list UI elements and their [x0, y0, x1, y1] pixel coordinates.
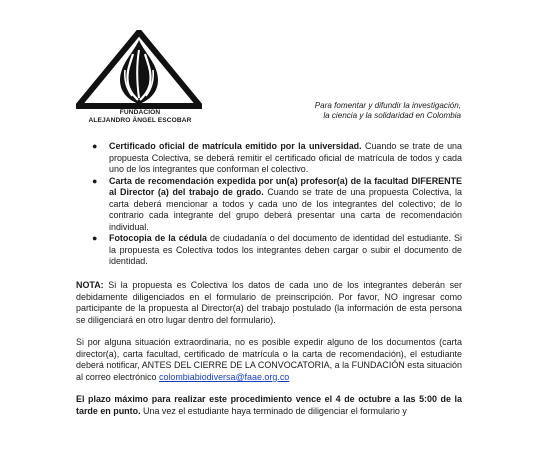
bullet-icon: ● — [92, 233, 98, 244]
requirement-item — [76, 141, 462, 176]
organization-name — [64, 109, 216, 124]
note-label: NOTA: — [76, 280, 104, 291]
situation-paragraph — [76, 337, 462, 383]
organization-motto — [261, 101, 461, 121]
situation-text: Si por alguna situación extraordinaria, no es posible expedir alguno de los documentos (carta director(a), carta facultad, certificado de matrícula o la carta de recomendación), el estudiante deberá notificar, ANTES DEL CIERRE DE LA CONVOCATORIA, a la FUNDACIÓN esta situación al correo electrónico — [76, 337, 462, 382]
requirement-text: de ciudadanía o del documento de identidad del estudiante. Si la propuesta es Colectiva todos los integrantes deben cargar o subir el documento de identidad. — [109, 233, 462, 267]
deadline-paragraph — [76, 394, 462, 417]
bullet-icon: ● — [92, 175, 98, 186]
requirement-item — [76, 176, 462, 234]
requirements-list — [76, 141, 462, 268]
org-name-line2: ALEJANDRO ÁNGEL ESCOBAR — [88, 116, 192, 124]
note-text: Si la propuesta es Colectiva los datos de cada uno de los integrantes deberán ser debidamente diligenciados en el formulario de preinscripción. Por favor, NO ingresar como participante de la propuesta al Director(a) del trabajo postulado (la información de esta persona se diligenciará en otro lugar dentro del formulario). — [76, 280, 462, 325]
requirement-item — [76, 233, 462, 268]
requirement-title: Carta de recomendación expedida por un(a) profesor(a) de la facultad DIFERENTE al Director (a) del trabajo de grado. — [109, 175, 462, 198]
requirement-text: Cuando se trate de una propuesta Colectiva, la carta deberá mencionar a todos y cada uno de los integrantes del colectivo; de lo contrario cada integrante del grupo deberá presentar una carta de recomendación individual. — [109, 187, 462, 232]
requirement-text: Cuando se trate de una propuesta Colectiva, se deberá remitir el certificado oficial de matrícula de todos y cada uno de los integrantes que conforman el colectivo. — [109, 141, 462, 175]
requirement-title: Certificado oficial de matrícula emitido por la universidad. — [109, 141, 362, 151]
email-link[interactable]: colombiabiodiversa@faae.org.co — [158, 371, 290, 382]
org-name-line1: FUNDACIÓN — [119, 109, 161, 116]
deadline-text: Una vez el estudiante haya terminado de diligenciar el formulario y — [140, 405, 407, 416]
bullet-icon: ● — [92, 141, 98, 151]
deadline-title: El plazo máximo para realizar este procedimiento vence el 4 de octubre a las 5:00 de la tarde en punto. — [76, 394, 462, 416]
note-paragraph — [76, 280, 462, 326]
motto-line2: la ciencia y la solidaridad en Colombia — [323, 110, 461, 120]
requirement-title: Fotocopia de la cédula — [109, 233, 208, 244]
document-body — [76, 141, 462, 417]
motto-line1: Para fomentar y difundir la investigación, — [314, 101, 461, 110]
